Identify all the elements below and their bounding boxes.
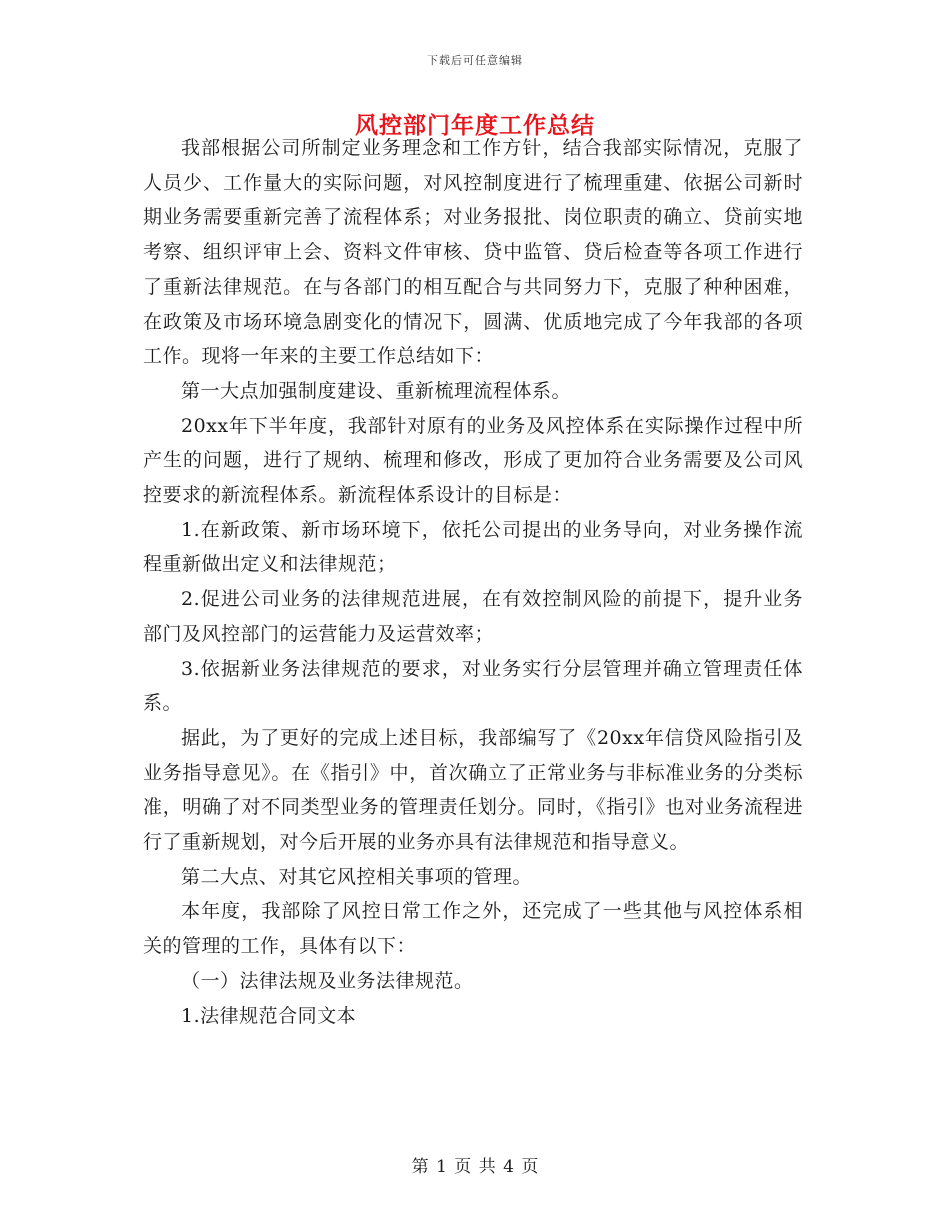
list-item-2: 2.促进公司业务的法律规范进展，在有效控制风险的前提下，提升业务部门及风控部门的运营能力及运营效率；: [143, 588, 803, 645]
document-body: [143, 131, 803, 1033]
header-note: 下载后可任意编辑: [427, 54, 523, 67]
list-item-3: 3.依据新业务法律规范的要求，对业务实行分层管理并确立管理责任体系。: [143, 657, 803, 715]
paragraph-section-1: 20xx年下半年度，我部针对原有的业务及风控体系在实际操作过程中所产生的问题，进行了规纳、梳理和修改，形成了更加符合业务需要及公司风控要求的新流程体系。新流程体系设计的目标是：: [143, 414, 803, 507]
subsection-heading-1: （一）法律法规及业务法律规范。: [181, 969, 474, 992]
list-item-1: 1.在新政策、新市场环境下，依托公司提出的业务导向，对业务操作流程重新做出定义和法律规范；: [143, 518, 803, 576]
section-heading-2: 第二大点、对其它风控相关事项的管理。: [181, 865, 533, 888]
paragraph-section-2: 本年度，我部除了风控日常工作之外，还完成了一些其他与风控体系相关的管理的工作，具体有以下：: [143, 900, 803, 958]
page-number: 第 1 页 共 4 页: [411, 1157, 539, 1177]
subsection-item-1: 1.法律规范合同文本: [181, 1004, 357, 1027]
page-title: 风控部门年度工作总结: [355, 112, 595, 139]
section-heading-1: 第一大点加强制度建设、重新梳理流程体系。: [181, 379, 572, 402]
paragraph-intro: 我部根据公司所制定业务理念和工作方针，结合我部实际情况，克服了人员少、工作量大的实际问题，对风控制度进行了梳理重建、依据公司新时期业务需要重新完善了流程体系；对业务报批、岗位职责的确立、贷前实地考察、组织评审上会、资料文件审核、贷中监管、贷后检查等各项工作进行了重新法律规范。在与各部门的相互配合与共同努力下，克服了种种困难，在政策及市场环境急剧变化的情况下，圆满、优质地完成了今年我部的各项工作。现将一年来的主要工作总结如下：: [143, 137, 803, 368]
paragraph-guidelines: 据此，为了更好的完成上述目标，我部编写了《20xx年信贷风险指引及业务指导意见》。在《指引》中，首次确立了正常业务与非标准业务的分类标准，明确了对不同类型业务的管理责任划分。同时，《指引》也对业务流程进行了重新规划，对今后开展的业务亦具有法律规范和指导意义。: [143, 726, 803, 854]
